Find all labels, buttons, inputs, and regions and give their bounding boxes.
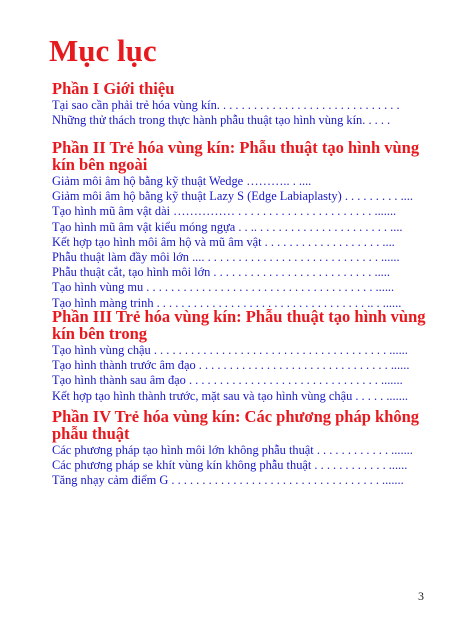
toc-entry[interactable]: Tại sao cần phải trẻ hóa vùng kín. . . . . . . . . . . . . . . . . . . . . . . . . . . . . . [52,98,400,112]
toc-entry[interactable]: Kết hợp tạo hình môi âm hộ và mũ âm vật . . . . . . . . . . . . . . . . . . . .... [52,234,395,249]
toc-entry[interactable]: Tạo hình thành trước âm đạo . . . . . . . . . . . . . . . . . . . . . . . . . . . . . . . ...... [52,358,410,373]
page-number: 3 [418,589,424,603]
toc-section-4 [52,408,432,489]
toc-entry[interactable]: Những thử thách trong thực hành phẫu thuật tạo hình vùng kín. . . . . [52,113,391,128]
toc-section-1 [52,80,432,128]
toc-entry[interactable]: Kết hợp tạo hình thành trước, mặt sau và tạo hình vùng chậu . . . . . ....... [52,388,409,403]
toc-entry[interactable]: Giảm môi âm hộ bằng kỹ thuật Wedge ……….. . .... [52,174,312,188]
section-heading: Phần I Giới thiệu [52,79,175,98]
toc-entry[interactable]: Tạo hình vùng mu . . . . . . . . . . . . . . . . . . . . . . . . . . . . . . . . . . . . . ...... [52,280,395,295]
toc-entry[interactable]: Các phương pháp se khít vùng kín không phẫu thuật . . . . . . . . . . . . ...... [52,458,408,473]
toc-entry[interactable]: Phẫu thuật cắt, tạo hình môi lớn . . . . . . . . . . . . . . . . . . . . . . . . . . ..... [52,265,390,280]
section-heading: Phần II Trẻ hóa vùng kín: Phẫu thuật tạo hình vùng kín bên ngoài [52,138,420,174]
toc-section-3 [52,308,432,404]
toc-entry[interactable]: Tạo hình màng trinh . . . . . . . . . . . . . . . . . . . . . . . . . . . . . . . . . . .. . ...... [52,295,402,310]
toc-section-2 [52,139,432,311]
toc-entry[interactable]: Tạo hình thành sau âm đạo . . . . . . . . . . . . . . . . . . . . . . . . . . . . . . . ....... [52,373,403,388]
toc-entry[interactable]: Các phương pháp tạo hình môi lớn không phẫu thuật . . . . . . . . . . . . ....... [52,443,413,457]
toc-entry[interactable]: Tăng nhạy cảm điểm G . . . . . . . . . . . . . . . . . . . . . . . . . . . . . . . . . . ....... [52,473,404,488]
toc-entry[interactable]: Tạo hình mũ âm vật dài …………… . . . . . . . . . . . . . . . . . . . . . . ....... [52,204,397,219]
page-title: Mục lục [49,33,157,68]
section-heading: Phần IV Trẻ hóa vùng kín: Các phương pháp không phẫu thuật [52,407,420,443]
toc-entry[interactable]: Tạo hình vùng chậu . . . . . . . . . . . . . . . . . . . . . . . . . . . . . . . . . . . . . . ...... [52,343,408,357]
toc-entry[interactable]: Phẫu thuật làm đầy môi lớn .... . . . . . . . . . . . . . . . . . . . . . . . . . . . . ...... [52,250,400,265]
toc-entry[interactable]: Giảm môi âm hộ bằng kỹ thuật Lazy S (Edge Labiaplasty) . . . . . . . . . .... [52,189,413,204]
section-heading: Phần III Trẻ hóa vùng kín: Phẫu thuật tạo hình vùng kín bên trong [52,307,426,343]
toc-entry[interactable]: Tạo hình mũ âm vật kiểu móng ngựa . . .. . . . . . . . . . . . . . . . . . . . . . .... [52,219,403,234]
